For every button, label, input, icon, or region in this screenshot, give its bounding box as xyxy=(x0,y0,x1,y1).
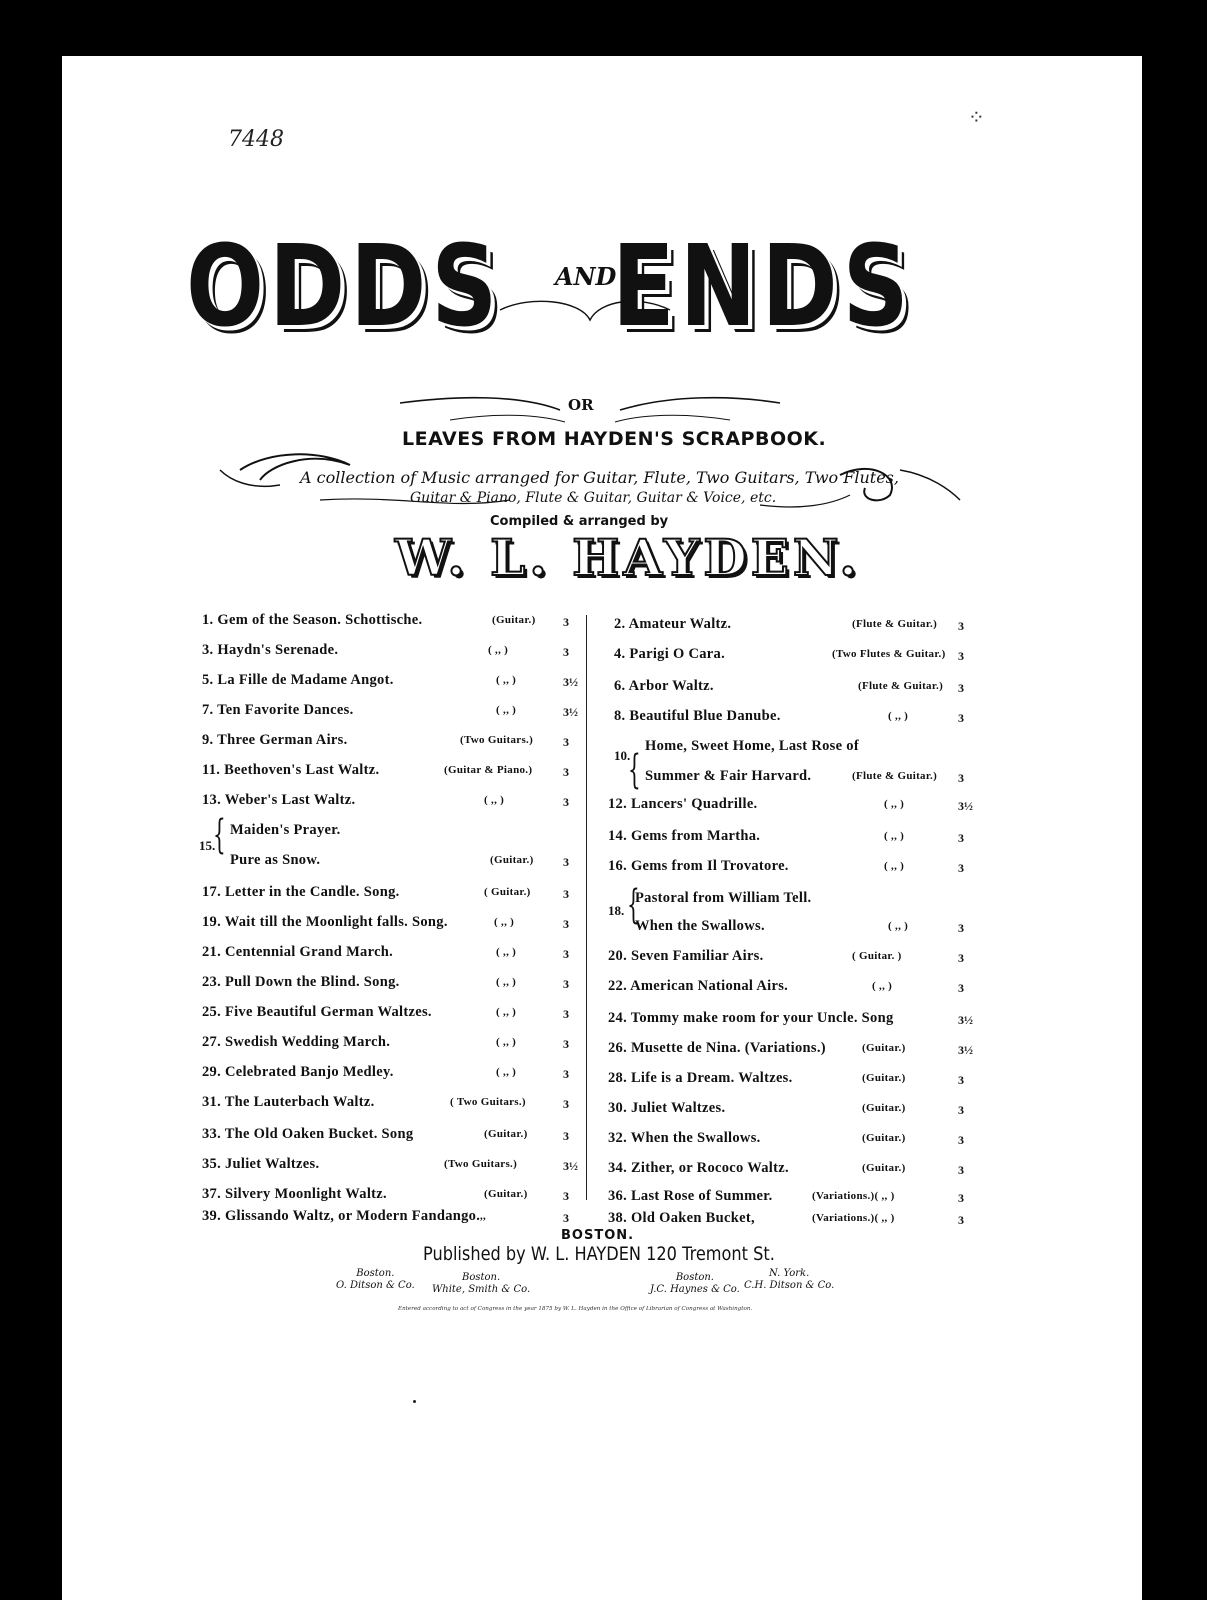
brace-10: { xyxy=(628,747,641,793)
instrumentation: (Guitar.) xyxy=(862,1102,906,1114)
price: 3 xyxy=(958,861,964,875)
price: 3 xyxy=(563,1189,569,1203)
contents-entry: 30. Juliet Waltzes. xyxy=(608,1100,726,1116)
corner-ornament: ⁘ xyxy=(968,105,985,129)
instrumentation: ( ,, ) xyxy=(496,674,517,686)
price: 3 xyxy=(958,981,964,995)
price: 3 xyxy=(563,855,569,869)
brace-15: { xyxy=(213,812,226,858)
contents-entry: 9. Three German Airs. xyxy=(202,732,348,748)
contents-entry: 38. Old Oaken Bucket, xyxy=(608,1210,755,1226)
price: 3½ xyxy=(563,705,578,719)
contents-entry: 5. La Fille de Madame Angot. xyxy=(202,672,394,688)
contents-entry: 27. Swedish Wedding March. xyxy=(202,1034,391,1050)
price: 3 xyxy=(958,1191,964,1205)
contents-entry: Home, Sweet Home, Last Rose of xyxy=(645,738,859,754)
contents-entry: 24. Tommy make room for your Uncle. Song xyxy=(608,1010,894,1026)
price: 3 xyxy=(958,951,964,965)
or-text: OR xyxy=(568,396,594,414)
agent-city: Boston. xyxy=(675,1272,714,1283)
instrumentation: ( Guitar. ) xyxy=(852,950,902,962)
brace-number-18: 18. xyxy=(608,903,625,918)
instrumentation: (Guitar.) xyxy=(862,1072,906,1084)
instrumentation: (Variations.)( ,, ) xyxy=(812,1212,895,1224)
contents-entry: 39. Glissando Waltz, or Modern Fandango. xyxy=(202,1208,481,1224)
price: 3 xyxy=(563,1129,569,1143)
instrumentation: ( ,, ) xyxy=(496,946,517,958)
instrumentation: (Guitar.) xyxy=(862,1132,906,1144)
title-and: AND xyxy=(555,262,617,291)
price: 3 xyxy=(563,795,569,809)
contents-entry: 12. Lancers' Quadrille. xyxy=(608,796,758,812)
price: 3 xyxy=(563,1211,569,1225)
subtitle: LEAVES FROM HAYDEN'S SCRAPBOOK. xyxy=(402,428,827,450)
price: 3 xyxy=(958,1213,964,1227)
price: 3 xyxy=(563,765,569,779)
contents-entry: When the Swallows. xyxy=(635,918,765,934)
contents-entry: 29. Celebrated Banjo Medley. xyxy=(202,1064,394,1080)
contents-entry: 25. Five Beautiful German Waltzes. xyxy=(202,1004,432,1020)
price: 3 xyxy=(563,615,569,629)
instrumentation: (Guitar.) xyxy=(490,854,534,866)
price: 3 xyxy=(563,947,569,961)
instrumentation: ( ,, ) xyxy=(496,1006,517,1018)
price: 3 xyxy=(958,1133,964,1147)
contents-entry: Maiden's Prayer. xyxy=(230,822,341,838)
instrumentation: (Guitar.) xyxy=(492,614,536,626)
instrumentation: (Flute & Guitar.) xyxy=(852,770,938,782)
contents-entry: 17. Letter in the Candle. Song. xyxy=(202,884,400,900)
price: 3 xyxy=(958,1073,964,1087)
description-line-1: A collection of Music arranged for Guitar, Flute, Two Guitars, Two Flutes, xyxy=(300,468,899,487)
agent-name: C.H. Ditson & Co. xyxy=(744,1280,835,1291)
brace-number-10: 10. xyxy=(614,748,631,763)
contents-entry: 34. Zither, or Rococo Waltz. xyxy=(608,1160,789,1176)
agent-2 xyxy=(432,1272,530,1296)
instrumentation: ( ,, ) xyxy=(884,860,905,872)
price: 3 xyxy=(563,1037,569,1051)
instrumentation: (Two Guitars.) xyxy=(460,734,534,746)
contents-entry: 22. American National Airs. xyxy=(608,978,789,994)
price: 3½ xyxy=(958,1043,973,1057)
price: 3 xyxy=(563,917,569,931)
price: 3 xyxy=(958,921,964,935)
instrumentation: (Guitar.) xyxy=(484,1128,528,1140)
price: 3 xyxy=(958,619,964,633)
instrumentation: ( ,, ) xyxy=(884,798,905,810)
price: 3 xyxy=(563,645,569,659)
instrumentation: (Variations.)( ,, ) xyxy=(812,1190,895,1202)
price: 3 xyxy=(563,887,569,901)
contents-entry: 6. Arbor Waltz. xyxy=(614,678,714,694)
contents-entry: 1. Gem of the Season. Schottische. xyxy=(202,612,423,628)
contents-entry: 36. Last Rose of Summer. xyxy=(608,1188,773,1204)
title-odds: ODDS xyxy=(186,222,503,352)
contents-entry: 32. When the Swallows. xyxy=(608,1130,761,1146)
instrumentation: (Guitar.) xyxy=(862,1042,906,1054)
contents-entry: 8. Beautiful Blue Danube. xyxy=(614,708,781,724)
agent-city: N. York. xyxy=(769,1268,810,1279)
price: 3 xyxy=(563,1007,569,1021)
instrumentation: (Guitar & Piano.) xyxy=(444,764,533,776)
compiled-by: Compiled & arranged by xyxy=(490,514,669,529)
price: 3½ xyxy=(958,1013,973,1027)
instrumentation: ( Two Guitars.) xyxy=(450,1096,526,1108)
instrumentation: ( ,, ) xyxy=(888,710,909,722)
instrumentation: ( ,, ) xyxy=(888,920,909,932)
contents-entry: 3. Haydn's Serenade. xyxy=(202,642,339,658)
instrumentation: (Flute & Guitar.) xyxy=(852,618,938,630)
price: 3 xyxy=(958,1103,964,1117)
agent-3 xyxy=(650,1272,740,1296)
publisher-city: BOSTON. xyxy=(561,1228,635,1243)
agent-name: O. Ditson & Co. xyxy=(336,1280,415,1291)
contents-entry: 7. Ten Favorite Dances. xyxy=(202,702,354,718)
instrumentation: ( ,, ) xyxy=(496,704,517,716)
instrumentation: (Guitar.) xyxy=(862,1162,906,1174)
price: 3 xyxy=(958,831,964,845)
contents-entry: 33. The Old Oaken Bucket. Song xyxy=(202,1126,414,1142)
instrumentation: (Two Guitars.) xyxy=(444,1158,518,1170)
contents-entry: 11. Beethoven's Last Waltz. xyxy=(202,762,380,778)
price: 3½ xyxy=(958,799,973,813)
instrumentation: (Two Flutes & Guitar.) xyxy=(832,648,946,660)
agent-name: White, Smith & Co. xyxy=(432,1284,531,1295)
price: 3 xyxy=(563,1067,569,1081)
publisher-line: Published by W. L. HAYDEN 120 Tremont St. xyxy=(423,1243,775,1265)
price: 3 xyxy=(958,681,964,695)
contents-entry: 2. Amateur Waltz. xyxy=(614,616,732,632)
contents-entry: 35. Juliet Waltzes. xyxy=(202,1156,320,1172)
price: 3½ xyxy=(563,1159,578,1173)
contents-entry: 13. Weber's Last Waltz. xyxy=(202,792,356,808)
copyright-notice: Entered according to act of Congress in the year 1875 by W. L. Hayden in the Office of Librarian of Congress at Washington. xyxy=(398,1306,753,1312)
column-divider xyxy=(586,615,587,1200)
contents-entry: 20. Seven Familiar Airs. xyxy=(608,948,764,964)
instrumentation: ( ,, ) xyxy=(488,644,509,656)
agent-name: J.C. Haynes & Co. xyxy=(650,1284,740,1295)
description-line-2: Guitar & Piano, Flute & Guitar, Guitar & Voice, etc. xyxy=(410,490,777,506)
stray-mark xyxy=(413,1400,416,1403)
contents-entry: 37. Silvery Moonlight Waltz. xyxy=(202,1186,387,1202)
agent-1 xyxy=(336,1268,415,1292)
price: 3 xyxy=(563,1097,569,1111)
instrumentation: (Flute & Guitar.) xyxy=(858,680,944,692)
agent-city: Boston. xyxy=(461,1272,501,1283)
price: 3 xyxy=(958,771,964,785)
contents-entry: 21. Centennial Grand March. xyxy=(202,944,394,960)
contents-entry: 23. Pull Down the Blind. Song. xyxy=(202,974,400,990)
price: 3 xyxy=(563,977,569,991)
contents-entry: Pastoral from William Tell. xyxy=(635,890,812,906)
instrumentation: (Guitar.) xyxy=(484,1188,528,1200)
instrumentation: ( ,, ) xyxy=(496,976,517,988)
price: 3 xyxy=(563,735,569,749)
contents-entry: 19. Wait till the Moonlight falls. Song. xyxy=(202,914,448,930)
title-ends: ENDS xyxy=(612,222,914,352)
contents-entry: Pure as Snow. xyxy=(230,852,321,868)
instrumentation: ( ,, ) xyxy=(494,916,515,928)
price: 3 xyxy=(958,1163,964,1177)
instrumentation: ,, xyxy=(480,1210,487,1222)
contents-entry: 16. Gems from Il Trovatore. xyxy=(608,858,789,874)
contents-entry: 28. Life is a Dream. Waltzes. xyxy=(608,1070,793,1086)
price: 3½ xyxy=(563,675,578,689)
instrumentation: ( ,, ) xyxy=(484,794,505,806)
contents-entry: Summer & Fair Harvard. xyxy=(645,768,812,784)
instrumentation: ( ,, ) xyxy=(884,830,905,842)
catalog-number: 7448 xyxy=(228,127,284,152)
contents-entry: 4. Parigi O Cara. xyxy=(614,646,726,662)
instrumentation: ( ,, ) xyxy=(872,980,893,992)
contents-entry: 31. The Lauterbach Waltz. xyxy=(202,1094,375,1110)
brace-18: { xyxy=(627,882,640,928)
agent-4 xyxy=(744,1268,834,1292)
price: 3 xyxy=(958,649,964,663)
brace-number-15: 15. xyxy=(199,838,216,853)
instrumentation: ( Guitar.) xyxy=(484,886,531,898)
instrumentation: ( ,, ) xyxy=(496,1036,517,1048)
author-name: W. L. HAYDEN. xyxy=(395,528,861,587)
agent-city: Boston. xyxy=(356,1268,395,1279)
instrumentation: ( ,, ) xyxy=(496,1066,517,1078)
price: 3 xyxy=(958,711,964,725)
contents-entry: 14. Gems from Martha. xyxy=(608,828,761,844)
contents-entry: 26. Musette de Nina. (Variations.) xyxy=(608,1040,826,1056)
